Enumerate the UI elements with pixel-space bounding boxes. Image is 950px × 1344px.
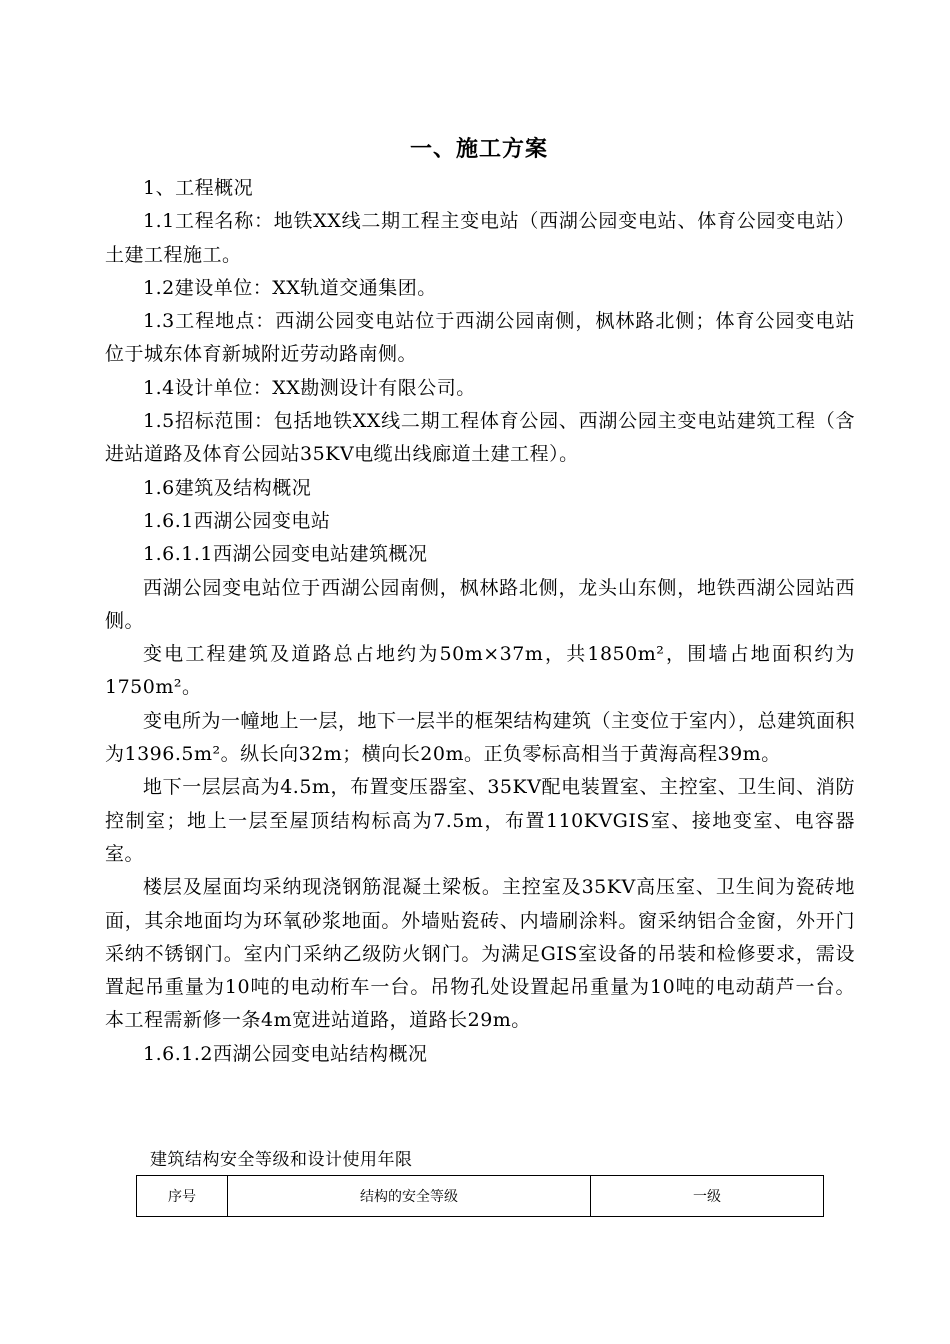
paragraph: 西湖公园变电站位于西湖公园南侧，枫林路北侧，龙头山东侧，地铁西湖公园站西侧。 xyxy=(105,576,855,632)
paragraph: 变电所为一幢地上一层，地下一层半的框架结构建筑（主变位于室内），总建筑面积为1396.5m²。纵长向32m；横向长20m。正负零标高相当于黄海高程39m。 xyxy=(105,709,856,766)
table-cell-safety-grade-label: 结构的安全等级 xyxy=(228,1176,591,1217)
document-title: 一、施工方案 xyxy=(409,137,548,162)
table-cell-safety-grade-value: 一级 xyxy=(591,1176,824,1217)
paragraph: 1.3工程地点：西湖公园变电站位于西湖公园南侧，枫林路北侧；体育公园变电站位于城东体育新城附近劳动路南侧。 xyxy=(105,310,855,366)
table-caption: 建筑结构安全等级和设计使用年限 xyxy=(150,1150,413,1170)
paragraph: 1.2建设单位：XX轨道交通集团。 xyxy=(143,276,437,299)
paragraph: 1.5招标范围：包括地铁XX线二期工程体育公园、西湖公园主变电站建筑工程（含进站道路及体育公园站35KV电缆出线廊道土建工程）。 xyxy=(105,410,855,466)
paragraph: 楼层及屋面均采纳现浇钢筋混凝土梁板。主控室及35KV高压室、卫生间为瓷砖地面，其余地面均为环氧砂浆地面。外墙贴瓷砖、内墙刷涂料。窗采纳铝合金窗，外开门采纳不锈钢门。室内门采纳乙级防火钢门。为满足GIS室设备的吊装和检修要求，需设置起吊重量为10吨的电动桁车一台。吊物孔处设置起吊重量为10吨的电动葫芦一台。本工程需新修一条4m宽进站道路，道路长29m。 xyxy=(105,876,855,1032)
paragraph: 1.4设计单位：XX勘测设计有限公司。 xyxy=(143,376,476,399)
paragraph: 1、工程概况 xyxy=(143,177,254,199)
document-body xyxy=(105,172,855,1071)
paragraph: 1.6.1.1西湖公园变电站建筑概况 xyxy=(143,543,428,566)
paragraph: 1.6建筑及结构概况 xyxy=(143,476,312,499)
table-cell-index-header: 序号 xyxy=(137,1176,228,1217)
safety-grade-table xyxy=(136,1175,824,1217)
paragraph: 变电工程建筑及道路总占地约为50m×37m，共1850m²，围墙占地面积约为1750m²。 xyxy=(105,643,855,699)
paragraph: 1.6.1西湖公园变电站 xyxy=(143,509,331,532)
paragraph: 1.6.1.2西湖公园变电站结构概况 xyxy=(143,1042,428,1065)
paragraph: 1.1工程名称：地铁XX线二期工程主变电站（西湖公园变电站、体育公园变电站）土建工程施工。 xyxy=(105,210,855,266)
table-row xyxy=(137,1176,824,1217)
paragraph: 地下一层层高为4.5m，布置变压器室、35KV配电装置室、主控室、卫生间、消防控制室；地上一层至屋顶结构标高为7.5m，布置110KVGIS室、接地变室、电容器室。 xyxy=(105,776,855,865)
